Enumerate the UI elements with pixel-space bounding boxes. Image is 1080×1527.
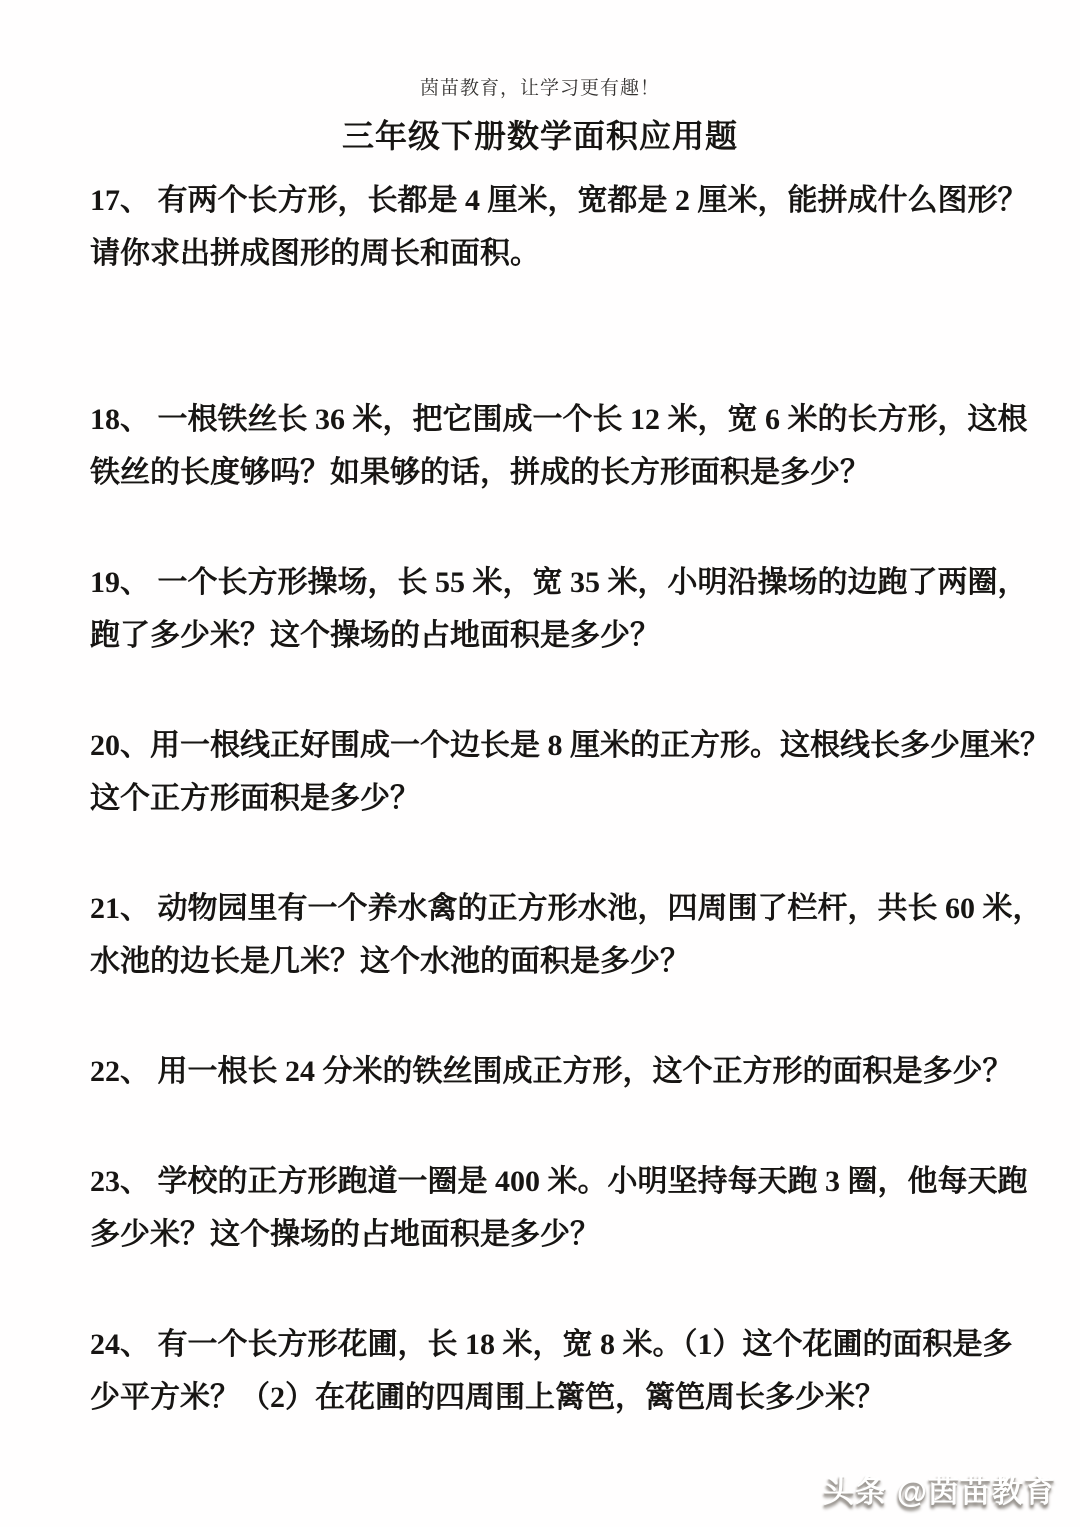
question-list [0, 174, 1050, 1424]
question-line: 23、 学校的正方形跑道一圈是 400 米。小明坚持每天跑 3 圈，他每天跑 [90, 1165, 1028, 1198]
watermark: 头条 @茵苗教育 [823, 1474, 1056, 1509]
question-line: 21、 动物园里有一个养水禽的正方形水池，四周围了栏杆，共长 60 米， [90, 892, 1043, 925]
question-line: 这个正方形面积是多少？ [90, 782, 420, 815]
question-line: 跑了多少米？这个操场的占地面积是多少？ [90, 619, 660, 652]
question-line: 18、 一根铁丝长 36 米，把它围成一个长 12 米，宽 6 米的长方形，这根 [90, 403, 1028, 436]
question-line: 20、用一根线正好围成一个边长是 8 厘米的正方形。这根线长多少厘米？ [90, 729, 1050, 762]
page-title: 三年级下册数学面积应用题 [341, 118, 738, 154]
question-22 [90, 1045, 1013, 1098]
question-line: 少平方米？（2）在花圃的四周围上篱笆，篱笆周长多少米？ [90, 1381, 885, 1414]
question-line: 22、 用一根长 24 分米的铁丝围成正方形，这个正方形的面积是多少？ [90, 1055, 1013, 1088]
question-20 [90, 719, 1050, 825]
question-line: 铁丝的长度够吗？如果够的话，拼成的长方形面积是多少？ [90, 456, 870, 489]
question-17 [90, 174, 1028, 280]
question-19 [90, 556, 1028, 662]
question-line: 水池的边长是几米？这个水池的面积是多少？ [90, 945, 690, 978]
question-line: 24、 有一个长方形花圃，长 18 米，宽 8 米。（1）这个花圃的面积是多 [90, 1328, 1013, 1361]
question-18 [90, 393, 1028, 499]
question-24 [90, 1318, 1013, 1424]
question-21 [90, 882, 1043, 988]
question-line: 多少米？这个操场的占地面积是多少？ [90, 1218, 600, 1251]
question-23 [90, 1155, 1028, 1261]
question-line: 17、 有两个长方形，长都是 4 厘米，宽都是 2 厘米，能拼成什么图形？ [90, 184, 1028, 217]
question-line: 19、 一个长方形操场，长 55 米，宽 35 米，小明沿操场的边跑了两圈， [90, 566, 1028, 599]
question-line: 请你求出拼成图形的周长和面积。 [90, 237, 540, 270]
header-slogan: 茵苗教育，让学习更有趣！ [419, 78, 660, 99]
